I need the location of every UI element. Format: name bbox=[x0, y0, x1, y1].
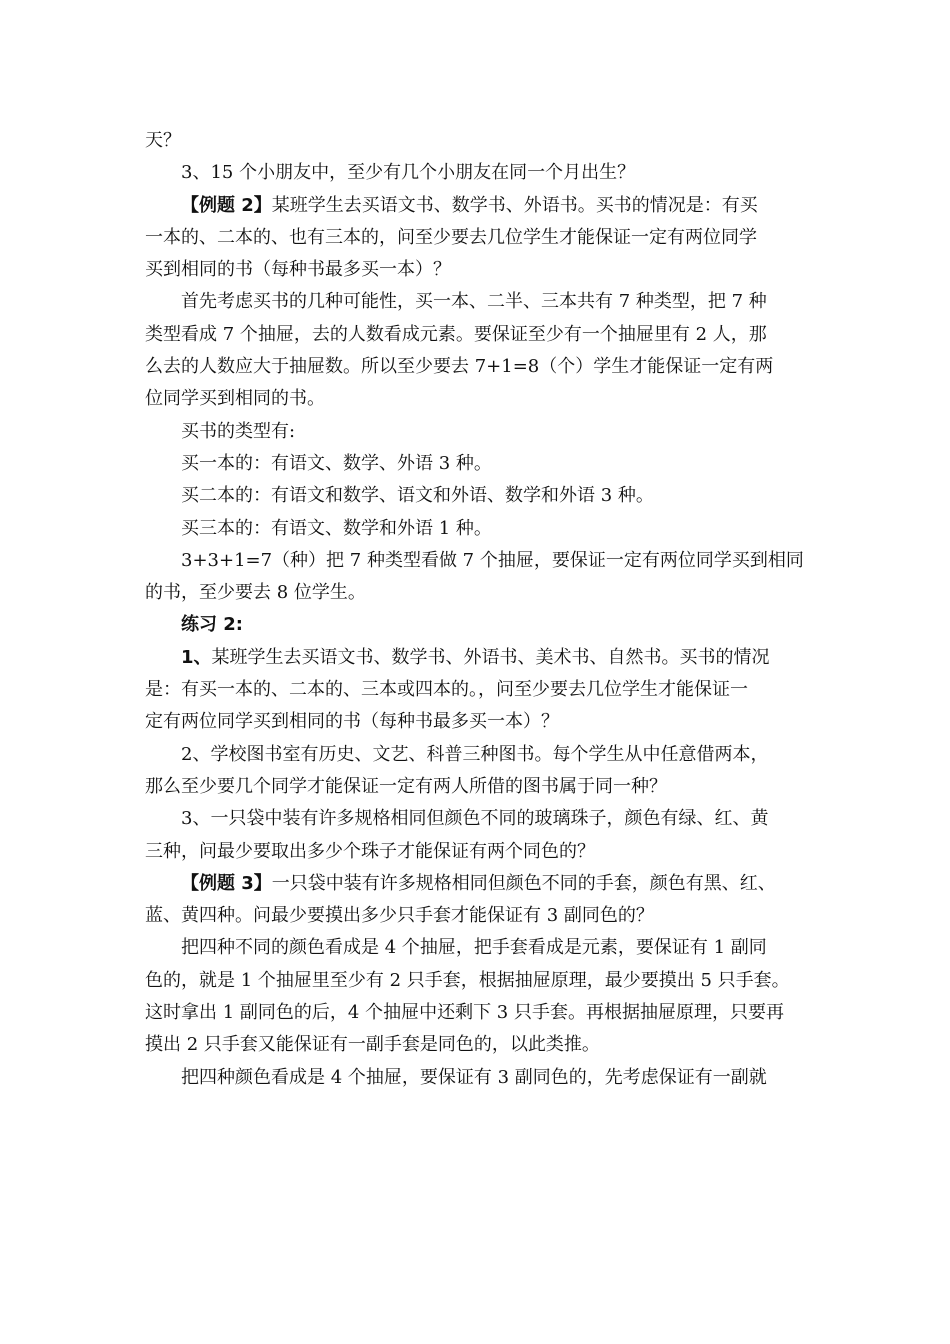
text-span: 某班学生去买语文书、数学书、外语书、美术书、自然书。买书的情况 bbox=[211, 646, 770, 668]
types-heading: 买书的类型有: bbox=[181, 420, 296, 442]
text-line: 那么至少要几个同学才能保证一定有两人所借的图书属于同一种？ bbox=[145, 775, 667, 797]
exercise-2-item-3: 3、一只袋中装有许多规格相同但颜色不同的玻璃珠子，颜色有绿、红、黄 bbox=[181, 808, 769, 830]
document-body bbox=[145, 125, 815, 1094]
exercise-2-item-2: 2、学校图书室有历史、文艺、科普三种图书。每个学生从中任意借两本， bbox=[181, 743, 769, 765]
text-line: 这时拿出 1 副同色的后，4 个抽屉中还剩下 3 只手套。再根据抽屉原理，只要再 bbox=[145, 1002, 784, 1024]
example-3-solution: 把四种不同的颜色看成是 4 个抽屉，把手套看成是元素，要保证有 1 副同 bbox=[181, 937, 767, 959]
text-line: 一本的、二本的、也有三本的，问至少要去几位学生才能保证一定有两位同学 bbox=[145, 226, 757, 248]
text-line: 类型看成 7 个抽屉，去的人数看成元素。要保证至少有一个抽屉里有 2 人，那 bbox=[145, 323, 767, 345]
example-2-label: 【例题 2】 bbox=[181, 194, 272, 216]
text-line: 天？ bbox=[145, 130, 181, 151]
text-span: 某班学生去买语文书、数学书、外语书。买书的情况是：有买 bbox=[271, 194, 758, 216]
text-line: 是：有买一本的、二本的、三本或四本的。，问至少要去几位学生才能保证一 bbox=[145, 679, 748, 701]
text-line: 的书，至少要去 8 位学生。 bbox=[145, 582, 366, 604]
exercise-1-item-3: 3、15 个小朋友中，至少有几个小朋友在同一个月出生？ bbox=[181, 162, 636, 184]
text-line: 定有两位同学买到相同的书（每种书最多买一本）？ bbox=[145, 711, 559, 733]
text-line: 买到相同的书（每种书最多买一本）？ bbox=[145, 259, 451, 281]
example-2-question bbox=[145, 190, 815, 222]
text-line: 摸出 2 只手套又能保证有一副手套是同色的，以此类推。 bbox=[145, 1034, 600, 1056]
example-3-method: 把四种颜色看成是 4 个抽屉，要保证有 3 副同色的，先考虑保证有一副就 bbox=[181, 1066, 767, 1088]
text-span: 一只袋中装有许多规格相同但颜色不同的手套，颜色有黑、红、 bbox=[271, 872, 776, 894]
example-3-label: 【例题 3】 bbox=[181, 872, 272, 894]
type-one-book: 买一本的：有语文、数学、外语 3 种。 bbox=[181, 452, 492, 474]
text-line: 么去的人数应大于抽屉数。所以至少要去 7+1=8（个）学生才能保证一定有两 bbox=[145, 356, 774, 378]
text-line: 三种，问最少要取出多少个珠子才能保证有两个同色的？ bbox=[145, 840, 595, 862]
exercise-2-item-1 bbox=[145, 642, 815, 674]
type-two-books: 买二本的：有语文和数学、语文和外语、数学和外语 3 种。 bbox=[181, 485, 654, 507]
type-three-books: 买三本的：有语文、数学和外语 1 种。 bbox=[181, 517, 492, 539]
example-2-solution: 首先考虑买书的几种可能性，买一本、二半、三本共有 7 种类型，把 7 种 bbox=[181, 291, 767, 313]
example-2-conclusion: 3+3+1=7（种）把 7 种类型看做 7 个抽屉，要保证一定有两位同学买到相同 bbox=[181, 549, 804, 571]
text-line: 蓝、黄四种。问最少要摸出多少只手套才能保证有 3 副同色的？ bbox=[145, 905, 654, 927]
text-line: 色的，就是 1 个抽屉里至少有 2 只手套，根据抽屉原理，最少要摸出 5 只手套。 bbox=[145, 969, 790, 991]
exercise-2-item-1-number: 1、 bbox=[181, 646, 212, 668]
exercise-2-heading: 练习 2: bbox=[181, 614, 243, 636]
text-line: 位同学买到相同的书。 bbox=[145, 388, 325, 410]
example-3-question bbox=[145, 868, 815, 900]
